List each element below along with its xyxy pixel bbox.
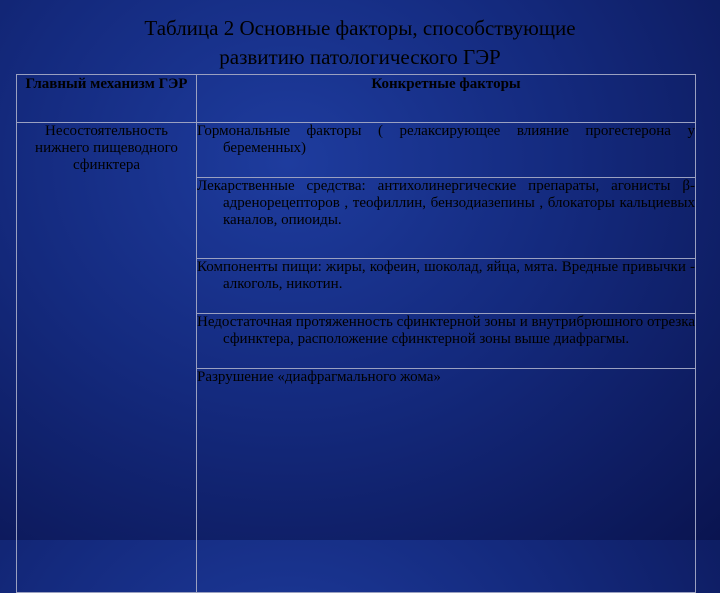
factor-cell-diaphragm [197, 368, 696, 592]
factor-cell-hormonal [197, 123, 696, 178]
title-line-2: развитию патологического ГЭР [219, 45, 501, 69]
mechanism-cell: Несостоятельность нижнего пищеводного сфинктера [17, 123, 197, 593]
factor-cell-anatomy [197, 314, 696, 369]
table-row [17, 123, 696, 178]
factor-text: Компоненты пищи: жиры, кофеин, шоколад, яйца, мята. Вредные привычки - алкоголь, никотин. [197, 259, 695, 293]
header-mechanism: Главный механизм ГЭР [17, 75, 197, 123]
factor-text: Недостаточная протяженность сфинктерной зоны и внутрибрюшного отрезка сфинктера, расположение сфинктерной зоны выше диафрагмы. [197, 314, 695, 348]
factor-text: Лекарственные средства: антихолинергические препараты, агонисты β- адренорецепторов , теофиллин, бензодиазепины , блокаторы кальциевых каналов, опиоиды. [197, 177, 695, 228]
factors-table [16, 74, 696, 593]
factor-text: Разрушение «диафрагмального жома» [197, 368, 441, 385]
factor-cell-drugs [197, 177, 696, 258]
slide-title [0, 14, 720, 72]
table-header-row [17, 75, 696, 123]
factor-cell-food [197, 259, 696, 314]
factor-text: Гормональные факторы ( релаксирующее влияние прогестерона у беременных) [197, 123, 695, 156]
header-factors: Конкретные факторы [197, 75, 696, 123]
title-line-1: Таблица 2 Основные факторы, способствующие [144, 16, 576, 40]
